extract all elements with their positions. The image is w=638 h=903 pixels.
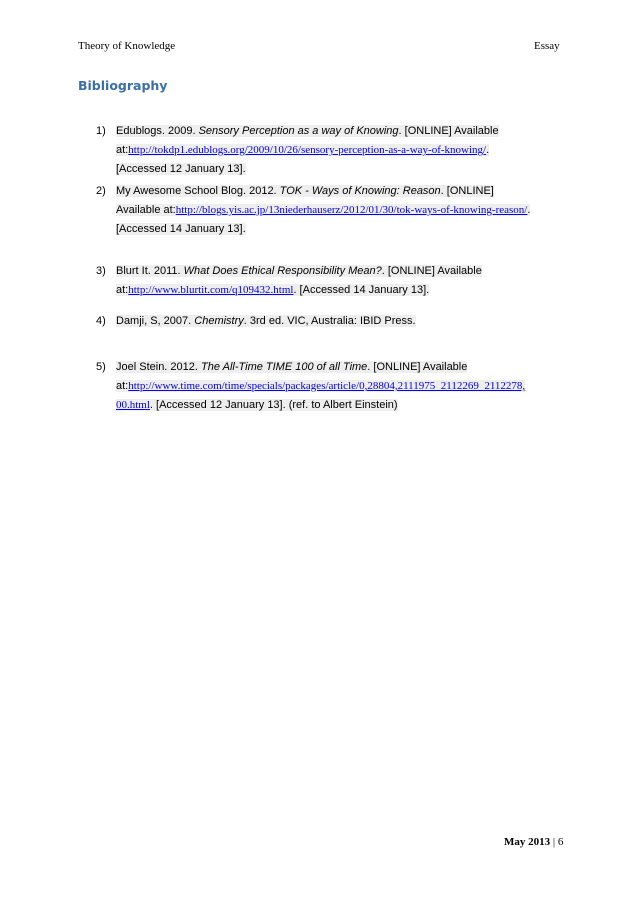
entry-accessed: [Accessed 14 January 13].	[116, 223, 246, 235]
footer-separator: |	[550, 836, 558, 848]
bibliography-entry-5	[96, 358, 576, 415]
entry-available-at: Available at:	[116, 204, 176, 216]
entry-url-end: . [Accessed 14 January 13].	[293, 284, 430, 296]
entry-number: 2)	[96, 185, 106, 197]
entry-details: . [ONLINE] Available	[398, 125, 499, 137]
footer-date: May 2013	[504, 836, 551, 848]
entry-url-link-cont[interactable]: 00.html	[116, 399, 150, 411]
entry-accessed: [Accessed 12 January 13].	[116, 163, 246, 175]
entry-work-title: TOK - Ways of Knowing: Reason	[279, 185, 441, 197]
entry-details: . [ONLINE] Available	[367, 361, 468, 373]
entry-available-at: at:	[116, 284, 129, 296]
entry-number: 4)	[96, 315, 106, 327]
entry-url-end: . [Accessed 12 January 13]. (ref. to Albert Einstein)	[149, 399, 398, 411]
header-left: Theory of Knowledge	[78, 40, 176, 52]
entry-author-year: Joel Stein. 2012.	[116, 361, 202, 373]
entry-url-link[interactable]: http://www.time.com/time/specials/packages/article/0,28804,2111975_2112269_2112278,	[128, 380, 526, 392]
bibliography-entry-3	[96, 262, 576, 300]
entry-work-title: The All-Time TIME 100 of all Time	[201, 361, 368, 373]
entry-details: . [ONLINE]	[440, 185, 494, 197]
bibliography-entry-1	[96, 122, 576, 179]
entry-number: 5)	[96, 361, 106, 373]
entry-work-title: What Does Ethical Responsibility Mean?	[183, 265, 382, 277]
entry-url-end: .	[527, 204, 531, 216]
entry-available-at: at:	[116, 380, 129, 392]
entry-url-link[interactable]: http://tokdp1.edublogs.org/2009/10/26/sensory-perception-as-a-way-of-knowing/	[128, 144, 487, 156]
footer-page-number: 6	[557, 836, 564, 848]
page-title: Bibliography	[78, 78, 168, 93]
bibliography-entry-2	[96, 182, 576, 239]
entry-work-title: Chemistry	[194, 315, 244, 327]
entry-number: 1)	[96, 125, 106, 137]
bibliography-entry-4	[96, 312, 576, 331]
entry-available-at: at:	[116, 144, 129, 156]
entry-author-year: Edublogs. 2009.	[116, 125, 199, 137]
entry-url-link[interactable]: http://www.blurtit.com/q109432.html	[128, 284, 294, 296]
entry-details: . 3rd ed. VIC, Australia: IBID Press.	[243, 315, 416, 327]
entry-author-year: Blurt It. 2011.	[116, 265, 184, 277]
entry-number: 3)	[96, 265, 106, 277]
header-right: Essay	[534, 40, 560, 52]
page-footer	[504, 836, 563, 848]
entry-author-year: Damji, S, 2007.	[116, 315, 195, 327]
entry-url-link[interactable]: http://blogs.yis.ac.jp/13niederhauserz/2012/01/30/tok-ways-of-knowing-reason/	[175, 204, 528, 216]
entry-work-title: Sensory Perception as a way of Knowing	[198, 125, 399, 137]
entry-author-year: My Awesome School Blog. 2012.	[116, 185, 280, 197]
entry-details: . [ONLINE] Available	[381, 265, 482, 277]
entry-url-end: .	[486, 144, 490, 156]
